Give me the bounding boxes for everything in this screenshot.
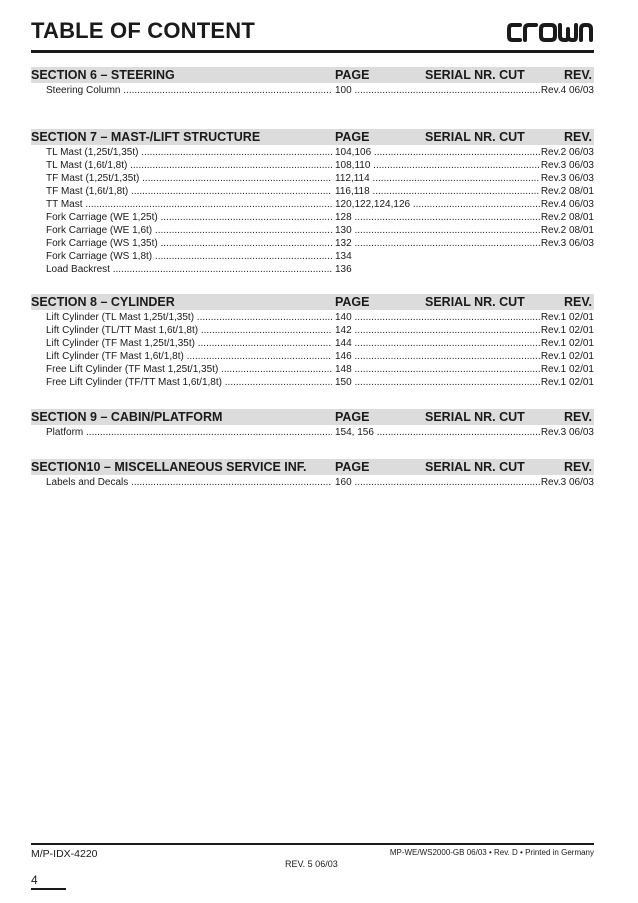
toc-row[interactable] <box>31 350 594 363</box>
toc-entry-name <box>46 146 332 159</box>
toc-row[interactable] <box>31 426 594 439</box>
toc-entry-label: Free Lift Cylinder (TF/TT Mast 1,6t/1,8t) <box>46 377 222 388</box>
toc-entry-label: TL Mast (1,6t/1,8t) <box>46 160 128 171</box>
page-title: TABLE OF CONTENT <box>31 18 255 43</box>
section-title: SECTION 7 – MAST-/LIFT STRUCTURE <box>31 130 261 144</box>
toc-entry-label: Fork Carriage (WS 1,35t) <box>46 238 158 249</box>
toc-entry-label: Free Lift Cylinder (TF Mast 1,25t/1,35t) <box>46 364 219 375</box>
toc-row[interactable] <box>31 224 594 237</box>
toc-revision: Rev.1 02/01 <box>540 338 594 349</box>
toc-page-number: 154, 156 <box>335 427 374 438</box>
toc-revision: Rev.3 06/03 <box>540 173 594 184</box>
toc-revision: Rev.2 08/01 <box>540 212 594 223</box>
toc-section <box>31 129 594 276</box>
column-serial-header: SERIAL NR. CUT <box>425 68 525 82</box>
toc-row[interactable] <box>31 198 594 211</box>
toc-page-number: 160 <box>335 477 352 488</box>
toc-revision: Rev.3 06/03 <box>540 160 594 171</box>
section-header <box>31 409 594 425</box>
toc-entry-name <box>46 172 332 185</box>
toc-entry-label: Fork Carriage (WE 1,25t) <box>46 212 158 223</box>
toc-revision: Rev.2 08/01 <box>540 186 594 197</box>
toc-entry-name <box>46 476 332 489</box>
column-rev-header: REV. <box>563 460 592 474</box>
toc-page-number: 144 <box>335 338 352 349</box>
toc-revision: Rev.1 02/01 <box>540 364 594 375</box>
toc-revision: Rev.4 06/03 <box>540 199 594 210</box>
toc-page-number: 148 <box>335 364 352 375</box>
toc-entry-name <box>46 426 332 439</box>
toc-revision: Rev.2 08/01 <box>540 225 594 236</box>
toc-row[interactable] <box>31 250 594 263</box>
toc-entry-label: Fork Carriage (WE 1,6t) <box>46 225 153 236</box>
section-header <box>31 294 594 310</box>
toc-page-number: 116,118 <box>335 186 370 197</box>
column-serial-header: SERIAL NR. CUT <box>425 130 525 144</box>
toc-entry-name <box>46 350 332 363</box>
toc-page-number: 136 <box>335 264 352 275</box>
page-number: 4 <box>31 873 38 887</box>
toc-revision: Rev.2 06/03 <box>540 147 594 158</box>
document-code: M/P-IDX-4220 <box>31 848 98 860</box>
toc-revision: Rev.1 02/01 <box>540 377 594 388</box>
toc-row[interactable] <box>31 211 594 224</box>
toc-page-number: 104,106 <box>335 147 372 158</box>
column-serial-header: SERIAL NR. CUT <box>425 460 525 474</box>
page-number-rule <box>31 888 66 890</box>
toc-entry-name <box>46 84 332 97</box>
toc-entry-name <box>46 185 332 198</box>
toc-page-number: 120,122,124,126 <box>335 199 411 210</box>
toc-section <box>31 459 594 489</box>
toc-row[interactable] <box>31 263 594 276</box>
column-rev-header: REV. <box>563 410 592 424</box>
toc-entry-label: TL Mast (1,25t/1,35t) <box>46 147 139 158</box>
column-page-header: PAGE <box>335 295 370 309</box>
toc-page-number: 146 <box>335 351 352 362</box>
toc-page-number: 150 <box>335 377 352 388</box>
toc-entry-name <box>46 224 332 237</box>
toc-page-number: 112,114 <box>335 173 370 184</box>
column-page-header: PAGE <box>335 68 370 82</box>
toc-row[interactable] <box>31 476 594 489</box>
toc-entry-label: Fork Carriage (WS 1,8t) <box>46 251 153 262</box>
section-title: SECTION 9 – CABIN/PLATFORM <box>31 410 223 424</box>
toc-row[interactable] <box>31 172 594 185</box>
toc-entry-name <box>46 237 332 250</box>
toc-entry-name <box>46 159 332 172</box>
toc-entry-label: Load Backrest <box>46 264 110 275</box>
toc-entry-label: TF Mast (1,25t/1,35t) <box>46 173 140 184</box>
toc-row[interactable] <box>31 363 594 376</box>
toc-page-number: 140 <box>335 312 352 323</box>
section-header <box>31 459 594 475</box>
column-page-header: PAGE <box>335 460 370 474</box>
toc-entry-name <box>46 263 332 276</box>
toc-page-number: 108,110 <box>335 160 371 171</box>
toc-entry-label: Lift Cylinder (TF Mast 1,6t/1,8t) <box>46 351 184 362</box>
toc-entry-name <box>46 311 332 324</box>
toc-entry-name <box>46 324 332 337</box>
toc-revision: Rev.1 02/01 <box>540 351 594 362</box>
column-serial-header: SERIAL NR. CUT <box>425 295 525 309</box>
toc-entry-name <box>46 250 332 263</box>
toc-entry-page <box>335 250 594 263</box>
toc-revision: Rev.1 02/01 <box>540 325 594 336</box>
toc-entry-label: TF Mast (1,6t/1,8t) <box>46 186 129 197</box>
toc-entry-label: TT Mast <box>46 199 83 210</box>
toc-entry-label: Lift Cylinder (TL/TT Mast 1,6t/1,8t) <box>46 325 199 336</box>
toc-page-number: 142 <box>335 325 352 336</box>
revision-label: REV. 5 06/03 <box>285 859 338 869</box>
toc-row[interactable] <box>31 84 594 97</box>
section-title: SECTION 6 – STEERING <box>31 68 175 82</box>
toc-page-number: 100 <box>335 85 352 96</box>
toc-row[interactable] <box>31 185 594 198</box>
toc-entry-page <box>335 263 594 276</box>
toc-row[interactable] <box>31 146 594 159</box>
toc-entry-label: Labels and Decals <box>46 477 129 488</box>
column-rev-header: REV. <box>563 295 592 309</box>
toc-page-number: 134 <box>335 251 352 262</box>
toc-section <box>31 294 594 389</box>
toc-row[interactable] <box>31 337 594 350</box>
column-rev-header: REV. <box>563 68 592 82</box>
section-header <box>31 67 594 83</box>
toc-row[interactable] <box>31 376 594 389</box>
section-header <box>31 129 594 145</box>
toc-entry-label: Lift Cylinder (TF Mast 1,25t/1,35t) <box>46 338 195 349</box>
toc-row[interactable] <box>31 324 594 337</box>
toc-row[interactable] <box>31 311 594 324</box>
toc-page-number: 130 <box>335 225 352 236</box>
document-info: MP-WE/WS2000-GB 06/03 • Rev. D • Printed in Germany <box>389 848 594 857</box>
toc-revision: Rev.1 02/01 <box>540 312 594 323</box>
toc-revision: Rev.3 06/03 <box>540 477 594 488</box>
toc-entry-label: Lift Cylinder (TL Mast 1,25t/1,35t) <box>46 312 195 323</box>
toc-entry-name <box>46 376 332 389</box>
section-title: SECTION 8 – CYLINDER <box>31 295 175 309</box>
toc-section <box>31 67 594 97</box>
footer-rule <box>31 843 594 845</box>
column-page-header: PAGE <box>335 410 370 424</box>
toc-entry-name <box>46 211 332 224</box>
column-serial-header: SERIAL NR. CUT <box>425 410 525 424</box>
toc-row[interactable] <box>31 237 594 250</box>
toc-revision: Rev.4 06/03 <box>540 85 594 96</box>
toc-entry-label: Steering Column <box>46 85 121 96</box>
toc-revision: Rev.3 06/03 <box>540 238 594 249</box>
toc-row[interactable] <box>31 159 594 172</box>
toc-entry-name <box>46 363 332 376</box>
column-page-header: PAGE <box>335 130 370 144</box>
column-rev-header: REV. <box>563 130 592 144</box>
toc-section <box>31 409 594 439</box>
toc-entry-name <box>46 337 332 350</box>
crown-logo <box>506 21 594 43</box>
toc-entry-label: Platform <box>46 427 84 438</box>
toc-page-number: 128 <box>335 212 352 223</box>
toc-revision: Rev.3 06/03 <box>540 427 594 438</box>
header-rule <box>31 50 594 53</box>
toc-entry-name <box>46 198 332 211</box>
toc-page-number: 132 <box>335 238 352 249</box>
section-title: SECTION10 – MISCELLANEOUS SERVICE INF. <box>31 460 307 474</box>
